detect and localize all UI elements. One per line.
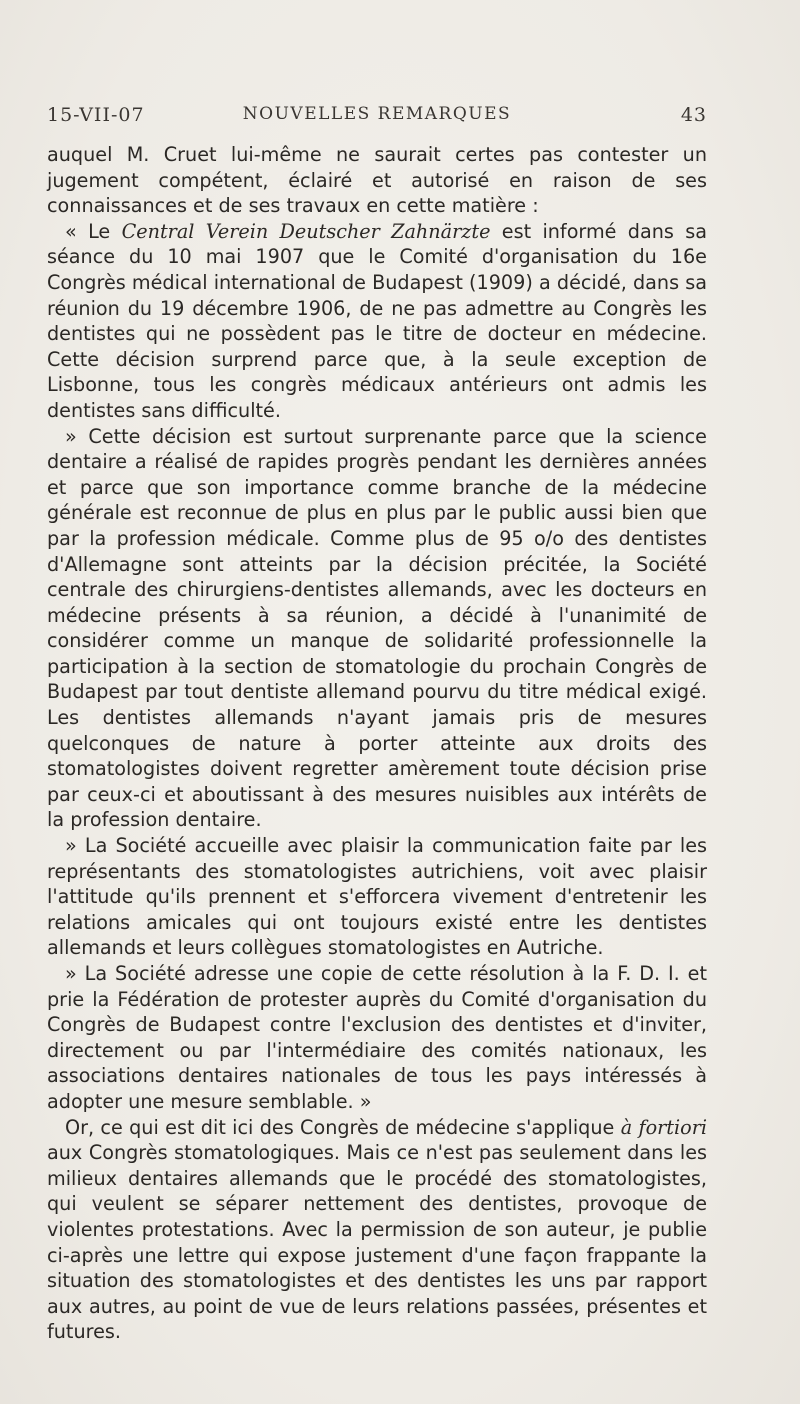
paragraph-6	[47, 1115, 707, 1345]
paragraph-2-start: « Le	[65, 219, 122, 243]
society-name: Central Verein Deutscher Zahnärzte	[121, 219, 491, 243]
paragraph-5: » La Société adresse une copie de cette résolution à la F. D. I. et prie la Fédération de protester auprès du Comité d'organisation du Congrès de Budapest contre l'exclusion des dentistes et d'inviter, directement ou par l'intermédiaire des comités nationaux, les associations dentaires nationales de tous les pays intéressés à adopter une mesure semblable. »	[47, 962, 707, 1113]
paragraph-6-start: Or, ce qui est dit ici des Congrès de médecine s'applique	[65, 1115, 621, 1139]
paragraph-4: » La Société accueille avec plaisir la communication faite par les représentants des stomatologistes autrichiens, voit avec plaisir l'attitude qu'ils prennent et s'efforcera vivement d'entretenir les relations amicales qui ont toujours existé entre les dentistes allemands et leurs collègues stomatologistes en Autriche.	[47, 834, 707, 960]
paragraph-2	[47, 219, 707, 424]
paragraph-6-rest: aux Congrès stomatologiques. Mais ce n'est pas seulement dans les milieux dentaires allemands que le procédé des stomatologistes, qui veulent se séparer nettement des dentistes, provoque de violentes protestations. Avec la permission de son auteur, je publie ci-après une lettre qui expose justement d'une façon frappante la situation des stomatologistes et des dentistes les uns par rapport aux autres, au point de vue de leurs relations passées, présentes et futures.	[47, 1141, 707, 1344]
paragraph-3: » Cette décision est surtout surprenante parce que la science dentaire a réalisé de rapides progrès pendant les dernières années et parce que son importance comme branche de la médecine générale est reconnue de plus en plus par le public aussi bien que par la profession médicale. Comme plus de 95 o/o des dentistes d'Allemagne sont atteints par la décision précitée, la Société centrale des chirurgiens-dentistes allemands, avec les docteurs en médecine présents à sa réunion, a décidé à l'unanimité de considérer comme un manque de solidarité professionnelle la participation à la section de stomatologie du prochain Congrès de Budapest par tout dentiste allemand pourvu du titre médical exigé. Les dentistes allemands n'ayant jamais pris de mesures quelconques de nature à porter atteinte aux droits des stomatologistes doivent regretter amèrement toute décision prise par ceux-ci et aboutissant à des mesures nuisibles aux intérêts de la profession dentaire.	[47, 424, 707, 832]
running-head	[47, 104, 707, 134]
page-number: 43	[680, 104, 707, 126]
running-title: NOUVELLES REMARQUES	[242, 104, 512, 124]
issue-date: 15-VII-07	[47, 104, 145, 126]
paragraph-2-rest: est informé dans sa séance du 10 mai 1907 que le Comité d'organisation du 16e Congrès médical international de Budapest (1909) a décidé, dans sa réunion du 19 décembre 1906, de ne pas admettre au Congrès les dentistes qui ne possèdent pas le titre de docteur en médecine. Cette décision surprend parce que, à la seule exception de Lisbonne, tous les congrès médicaux antérieurs ont admis les dentistes sans difficulté.	[47, 219, 707, 422]
paragraph-1: auquel M. Cruet lui-même ne saurait certes pas contester un jugement compétent, éclairé et autorisé en raison de ses connaissances et de ses travaux en cette matière :	[47, 143, 707, 218]
latin-phrase: à fortiori	[620, 1115, 708, 1139]
body-text	[47, 142, 707, 1345]
